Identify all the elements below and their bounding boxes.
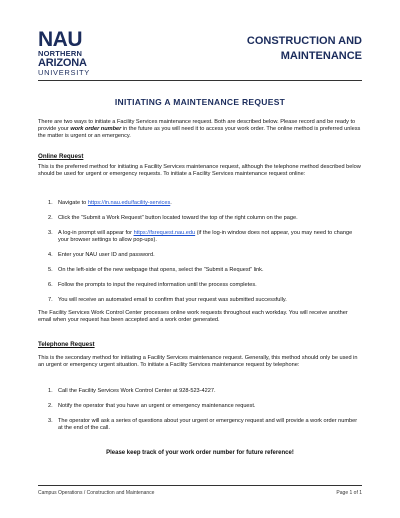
- logo-arizona: ARIZONA: [38, 57, 87, 69]
- online-step: [48, 215, 362, 222]
- online-request-description: This is the preferred method for initiating a Facility Services maintenance request, although the telephone method described below should be used for urgent or emergency requests. To initiate a Facility Services maintenance request online:: [38, 164, 361, 177]
- step-text-end: (if the log-in window does not appear, you may need to change your browser settings to allow pop-ups).: [58, 230, 353, 243]
- step-number: 6.: [48, 282, 53, 288]
- intro-text-2: in the future as you will need it to access your work order. The online method is preferred unless the matter is urgent or an emergency.: [38, 126, 361, 139]
- nau-logo: [38, 30, 104, 77]
- step-text: You will receive an automated email to confirm that your request was submitted successfully.: [58, 297, 287, 303]
- step-number: 2.: [48, 215, 53, 221]
- telephone-steps-list: [38, 388, 362, 440]
- department-title-line2: MAINTENANCE: [280, 50, 362, 62]
- online-step: [48, 252, 362, 259]
- telephone-request-heading: Telephone Request: [38, 341, 95, 348]
- logo-nau-text: NAU: [38, 28, 82, 51]
- online-steps-list: [38, 200, 362, 312]
- step-number: 3.: [48, 230, 53, 236]
- online-step: [48, 282, 362, 289]
- step-text: Enter your NAU user ID and password.: [58, 252, 155, 258]
- department-title: [247, 34, 362, 64]
- intro-text-1: There are two ways to initiate a Facility Services maintenance request. Both are described below. Please record and be ready to provide your: [38, 119, 356, 132]
- footer-page-number: Page 1 of 1: [336, 490, 362, 496]
- telephone-step: [48, 388, 362, 395]
- step-text: Call the Facility Services Work Control Center at 928-523-4227.: [58, 388, 216, 394]
- header-divider: [38, 80, 362, 81]
- step-text: Click the “Submit a Work Request” button located toward the top of the right column on the page.: [58, 215, 298, 221]
- step-number: 1.: [48, 200, 53, 206]
- step-number: 4.: [48, 252, 53, 258]
- telephone-request-description: This is the secondary method for initiating a Facility Services maintenance request. Generally, this method should only be used in an urgent or emergency urgent situation. To initiate a Facility Services maintenance request by telephone:: [38, 355, 358, 368]
- department-title-line1: CONSTRUCTION AND: [246, 35, 362, 47]
- facility-services-link[interactable]: https://in.nau.edu/facility-services: [87, 200, 171, 206]
- online-step: [48, 267, 362, 274]
- reminder-note: Please keep track of your work order number for future reference!: [106, 450, 294, 456]
- logo-university: UNIVERSITY: [38, 68, 91, 77]
- document-title: INITIATING A MAINTENANCE REQUEST: [114, 97, 286, 107]
- footer-department: Campus Operations / Construction and Maintenance: [38, 490, 155, 496]
- step-text: Follow the prompts to input the required information until the process completes.: [58, 282, 257, 288]
- step-text: On the left-side of the new webpage that opens, select the “Submit a Request” link.: [58, 267, 264, 273]
- logo-northern: NORTHERN: [38, 49, 83, 58]
- step-number: 3.: [48, 418, 53, 424]
- step-text: Notify the operator that you have an urgent or emergency maintenance request.: [58, 403, 256, 409]
- step-text: A log-in prompt will appear for: [58, 230, 134, 236]
- step-number: 7.: [48, 297, 53, 303]
- online-step: [48, 200, 362, 207]
- step-number: 1.: [48, 388, 53, 394]
- online-request-heading: Online Request: [38, 153, 84, 160]
- step-number: 5.: [48, 267, 53, 273]
- telephone-step: [48, 403, 362, 410]
- footer-divider: [38, 485, 362, 486]
- step-text: Navigate to: [58, 200, 88, 206]
- step-text-end: .: [170, 200, 172, 206]
- online-request-followup: The Facility Services Work Control Center processes online work requests throughout each workday. You will receive another email when your request has been accepted and a work order generated.: [38, 310, 348, 323]
- fsrequest-link[interactable]: https://fsrequest.nau.edu: [133, 230, 196, 236]
- telephone-step: [48, 418, 362, 432]
- step-number: 2.: [48, 403, 53, 409]
- online-step: [48, 297, 362, 304]
- intro-paragraph: [38, 119, 362, 140]
- intro-emphasis: work order number: [70, 126, 122, 132]
- step-text: The operator will ask a series of questions about your urgent or emergency request and will provide a work order number at the end of the call.: [58, 418, 358, 431]
- online-step: [48, 230, 362, 244]
